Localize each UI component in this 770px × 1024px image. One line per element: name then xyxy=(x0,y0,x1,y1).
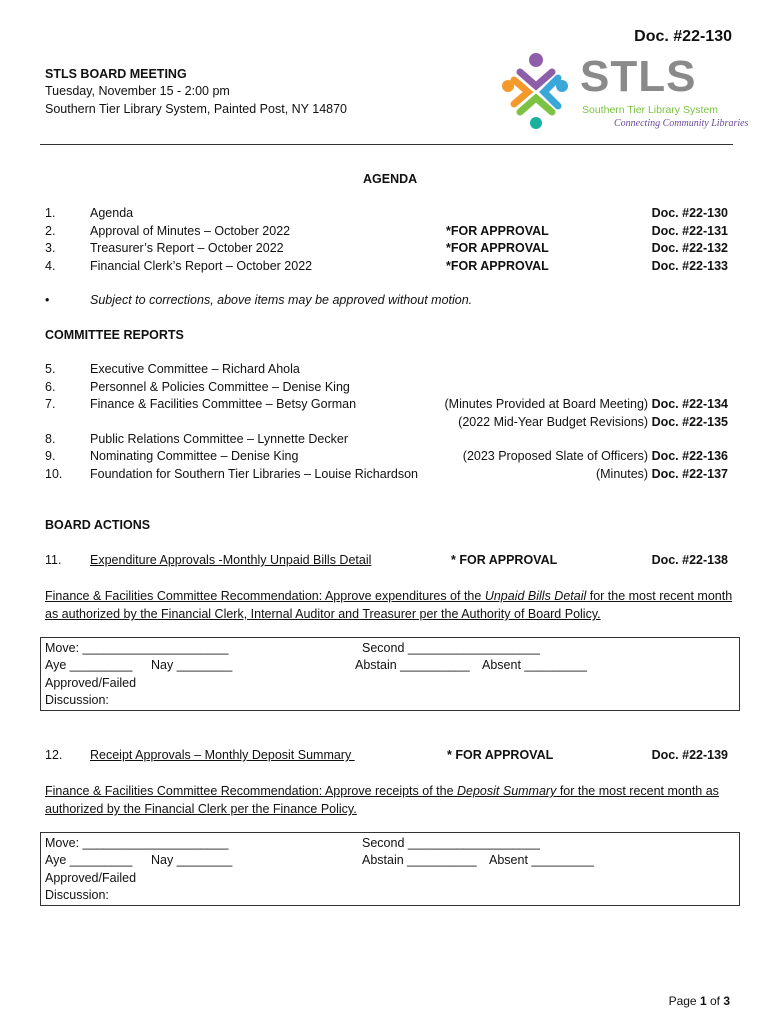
committee-item-doc: Doc. #22-137 xyxy=(651,467,728,481)
approved-failed-label: Approved/Failed xyxy=(45,871,137,885)
page-total: 3 xyxy=(723,994,730,1008)
action-number: 11. xyxy=(45,553,62,567)
abstain-field[interactable]: Abstain __________ xyxy=(362,853,477,867)
recommendation-text: for the most recent month as authorized by the Financial Clerk per the Finance Policy. xyxy=(45,784,719,816)
committee-item-note: (Minutes) xyxy=(595,467,649,481)
committee-item-doc: Doc. #22-136 xyxy=(651,449,728,463)
aye-field[interactable]: Aye _________ xyxy=(45,853,133,867)
vote-box xyxy=(40,637,740,711)
committee-item-note: (2023 Proposed Slate of Officers) xyxy=(462,449,649,463)
committee-item-number: 10. xyxy=(45,467,63,481)
discussion-label: Discussion: xyxy=(45,888,109,902)
committee-item-label: Foundation for Southern Tier Libraries – Louise Richardson xyxy=(90,467,418,481)
discussion-label: Discussion: xyxy=(45,693,109,707)
move-field[interactable]: Move: _____________________ xyxy=(45,836,229,850)
committee-item-doc: Doc. #22-134 xyxy=(651,397,728,411)
action-number: 12. xyxy=(45,748,63,762)
agenda-item-label: Treasurer’s Report – October 2022 xyxy=(90,241,284,255)
aye-field[interactable]: Aye _________ xyxy=(45,658,133,672)
recommendation-text: Finance & Facilities Committee Recommendation: Approve receipts of the xyxy=(45,784,457,798)
agenda-item-label: Financial Clerk’s Report – October 2022 xyxy=(90,259,313,273)
nay-field[interactable]: Nay ________ xyxy=(151,658,233,672)
approval-note: Subject to corrections, above items may be approved without motion. xyxy=(90,293,473,307)
agenda-item-label: Agenda xyxy=(90,206,134,220)
note-bullet: • xyxy=(45,293,50,307)
agenda-item-number: 1. xyxy=(45,206,56,220)
vote-box xyxy=(40,832,740,906)
action-status: * FOR APPROVAL xyxy=(451,553,558,567)
agenda-item-doc: Doc. #22-132 xyxy=(651,241,728,255)
committee-heading: COMMITTEE REPORTS xyxy=(45,328,184,342)
agenda-item-doc: Doc. #22-133 xyxy=(651,259,728,273)
action-doc: Doc. #22-138 xyxy=(651,553,728,567)
second-field[interactable]: Second ___________________ xyxy=(362,836,540,850)
agenda-item-doc: Doc. #22-131 xyxy=(651,224,728,238)
agenda-heading: AGENDA xyxy=(363,172,418,186)
committee-item-number: 5. xyxy=(45,362,56,376)
committee-item-doc: Doc. #22-135 xyxy=(651,415,728,429)
move-field[interactable]: Move: _____________________ xyxy=(45,641,229,655)
absent-field[interactable]: Absent _________ xyxy=(482,658,587,672)
committee-item-label: Executive Committee – Richard Ahola xyxy=(90,362,300,376)
absent-field[interactable]: Absent _________ xyxy=(489,853,594,867)
committee-item-number: 6. xyxy=(45,380,56,394)
action-doc: Doc. #22-139 xyxy=(651,748,728,762)
committee-item-ref xyxy=(458,415,728,429)
agenda-item-number: 3. xyxy=(45,241,56,255)
header-divider xyxy=(40,144,733,145)
page-prefix: Page xyxy=(668,994,700,1008)
page-current: 1 xyxy=(699,994,707,1008)
meeting-datetime: Tuesday, November 15 - 2:00 pm xyxy=(45,84,230,98)
agenda-item-status: *FOR APPROVAL xyxy=(446,224,549,238)
committee-item-ref xyxy=(463,449,728,463)
action-recommendation xyxy=(45,782,735,818)
meeting-title: STLS BOARD MEETING xyxy=(45,67,187,81)
agenda-item-status: *FOR APPROVAL xyxy=(446,259,549,273)
logo-wordmark: STLS xyxy=(580,52,697,101)
recommendation-text: for the most recent month as authorized by the Financial Clerk, Internal Auditor and Treasurer per the Authority of Board Policy. xyxy=(45,589,733,621)
committee-item-ref xyxy=(445,397,729,411)
logo-name: Southern Tier Library System xyxy=(582,104,718,116)
committee-item-label: Finance & Facilities Committee – Betsy Gorman xyxy=(90,397,357,411)
nay-field[interactable]: Nay ________ xyxy=(151,853,233,867)
stls-logo xyxy=(496,50,749,132)
agenda-item-doc: Doc. #22-130 xyxy=(651,206,728,220)
agenda-item-status: *FOR APPROVAL xyxy=(446,241,549,255)
agenda-item-number: 2. xyxy=(45,224,56,238)
action-recommendation xyxy=(45,587,735,623)
approved-failed-label: Approved/Failed xyxy=(45,676,137,690)
logo-tagline: Connecting Community Libraries xyxy=(614,118,749,129)
meeting-location: Southern Tier Library System, Painted Post, NY 14870 xyxy=(45,102,348,116)
committee-item-label: Public Relations Committee – Lynnette Decker xyxy=(90,432,348,446)
committee-item-ref xyxy=(596,467,728,481)
action-label: Expenditure Approvals -Monthly Unpaid Bills Detail xyxy=(90,553,372,567)
board-actions-heading: BOARD ACTIONS xyxy=(45,518,151,532)
committee-item-note: (Minutes Provided at Board Meeting) xyxy=(444,397,649,411)
recommendation-emphasis: Deposit Summary xyxy=(457,784,557,798)
action-label: Receipt Approvals – Monthly Deposit Summary xyxy=(90,748,355,762)
recommendation-text: Finance & Facilities Committee Recommendation: Approve expenditures of the xyxy=(45,589,485,603)
doc-number: Doc. #22-130 xyxy=(634,28,732,45)
agenda-item-label: Approval of Minutes – October 2022 xyxy=(90,224,291,238)
committee-item-number: 9. xyxy=(45,449,56,463)
agenda-item-number: 4. xyxy=(45,259,56,273)
action-status: * FOR APPROVAL xyxy=(447,748,554,762)
recommendation-emphasis: Unpaid Bills Detail xyxy=(484,589,587,603)
committee-item-number: 7. xyxy=(45,397,56,411)
committee-item-label: Personnel & Policies Committee – Denise King xyxy=(90,380,350,394)
second-field[interactable]: Second ___________________ xyxy=(362,641,540,655)
committee-item-note: (2022 Mid-Year Budget Revisions) xyxy=(458,415,649,429)
stls-logo-mark xyxy=(496,50,576,130)
abstain-field[interactable]: Abstain __________ xyxy=(355,658,470,672)
committee-item-number: 8. xyxy=(45,432,56,446)
page-of: of xyxy=(706,994,724,1008)
page-number xyxy=(669,994,730,1008)
committee-item-label: Nominating Committee – Denise King xyxy=(90,449,299,463)
